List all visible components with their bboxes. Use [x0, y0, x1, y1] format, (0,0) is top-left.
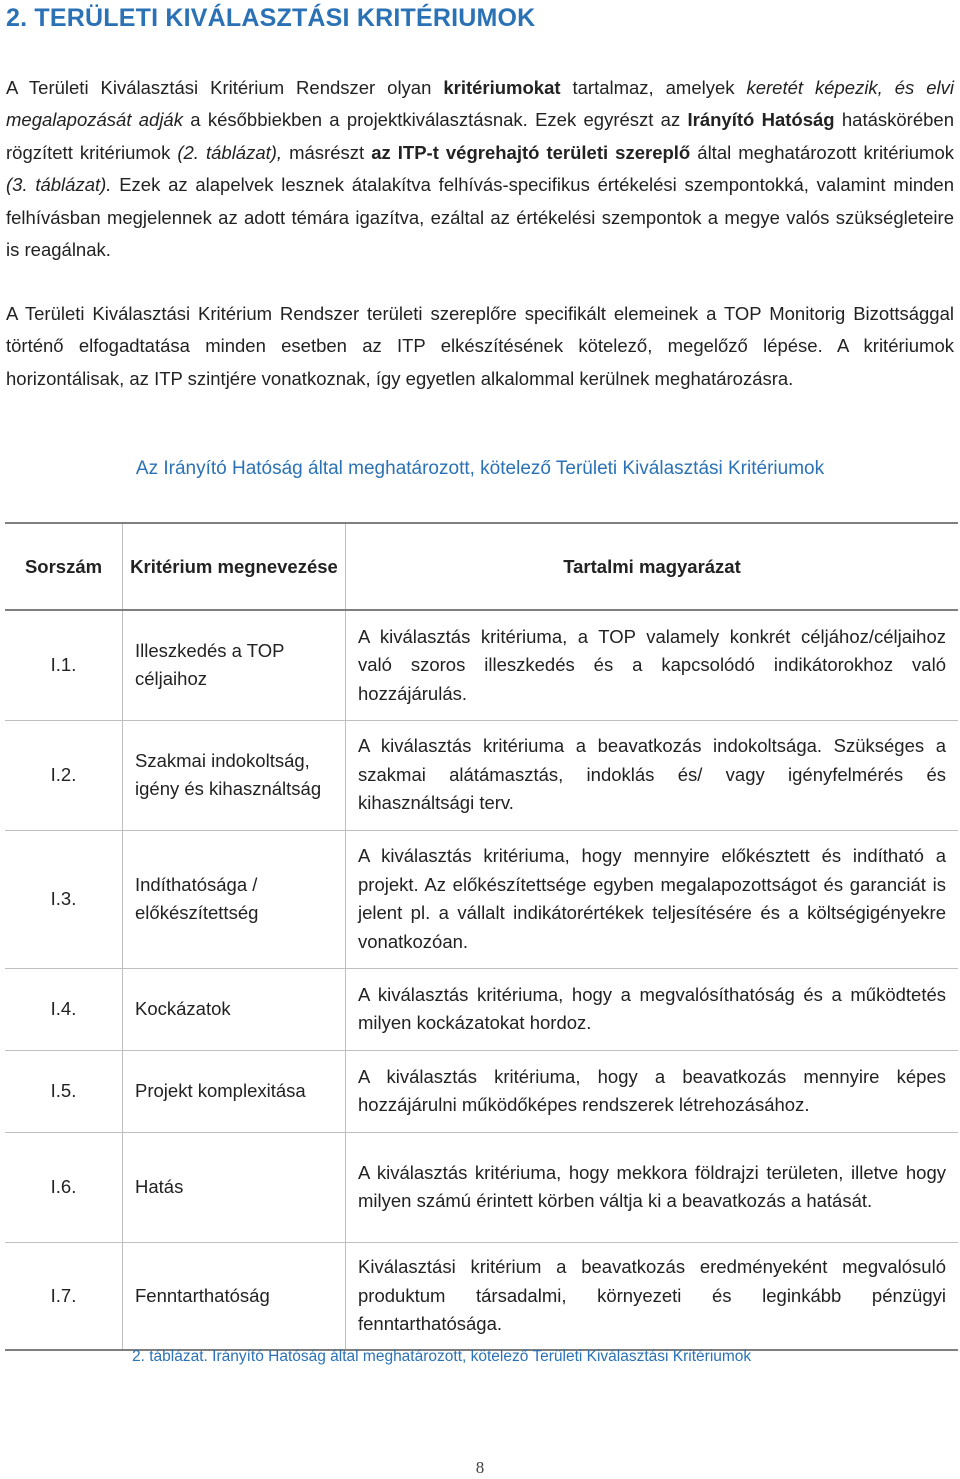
italic-run: (3. táblázat). — [6, 174, 112, 196]
row-explanation: Kiválasztási kritérium a beavatkozás eredményeként megvalósuló produktum társadalmi, környezeti és leginkább pénzügyi fenntarthatósága. — [346, 1242, 959, 1350]
row-criterion-name: Szakmai indokoltság, igény és kihasználtság — [123, 720, 346, 830]
row-number: I.1. — [50, 654, 77, 676]
second-paragraph: A Területi Kiválasztási Kritérium Rendszer területi szereplőre specifikált elemeinek a TOP Monitorig Bizottsággal történő elfogadtatása minden esetben az ITP elkészítésének kötelező, megelőző lépése. A kritériumok horizontálisak, az ITP szintjére vonatkoznak, így egyetlen alkalommal kerülnek meghatározásra. — [6, 303, 954, 389]
text-run: a későbbiekben a projektkiválasztásnak. Ezek egyrészt az — [182, 109, 688, 131]
table-row — [5, 610, 958, 720]
row-criterion-name: Projekt komplexitása — [123, 1050, 346, 1132]
row-criterion-name: Illeszkedés a TOP céljaihoz — [123, 610, 346, 720]
row-criterion-name: Kockázatok — [123, 968, 346, 1050]
table-row — [5, 830, 958, 968]
row-explanation: A kiválasztás kritériuma, hogy a beavatkozás mennyire képes hozzájárulni működőképes rendszerek létrehozásához. — [346, 1050, 959, 1132]
text-run: Ezek az alapelvek lesznek átalakítva felhívás-specifikus értékelési szempontokká, valamint minden felhívásban megjelennek az adott témára igazítva, ezáltal az értékelési szempontok a megye valós szükségleteire is reagálnak. — [6, 174, 954, 261]
table-header-row — [5, 523, 958, 610]
section-heading: 2. TERÜLETI KIVÁLASZTÁSI KRITÉRIUMOK — [6, 4, 536, 32]
text-run: által meghatározott kritériumok — [690, 141, 954, 163]
table-row — [5, 720, 958, 830]
row-number: I.4. — [50, 998, 77, 1019]
row-explanation: A kiválasztás kritériuma, hogy mennyire előkésztett és indítható a projekt. Az előkészítettsége egyben megalapozottságot és garanciát is jelent pl. a vállalt indikátorértékek teljesítésére és a költségigényekre vonatkozóan. — [346, 830, 959, 968]
row-explanation: A kiválasztás kritériuma, hogy a megvalósíthatóság és a működtetés milyen kockázatokat hordoz. — [346, 968, 959, 1050]
row-explanation: A kiválasztás kritériuma, hogy mekkora földrajzi területen, illetve hogy milyen számú érintett körben váltja ki a beavatkozás a hatását. — [346, 1132, 959, 1242]
row-number: I.6. — [50, 1176, 77, 1197]
header-explanation: Tartalmi magyarázat — [346, 523, 959, 610]
row-explanation: A kiválasztás kritériuma a beavatkozás indokoltsága. Szükséges a szakmai alátámasztás, indoklás és/ vagy igényfelmérés és kihasználtsági terv. — [346, 720, 959, 830]
row-number: I.7. — [50, 1284, 77, 1306]
table-title: Az Irányító Hatóság által meghatározott, kötelező Területi Kiválasztási Kritériumok — [135, 458, 825, 479]
bold-run: az ITP-t végrehajtó területi szereplő — [371, 141, 691, 163]
italic-run: (2. táblázat), — [177, 141, 283, 163]
italic-run: keretét képezik, és elvi megalapozását adják — [6, 77, 954, 131]
row-criterion-name: Fenntarthatóság — [123, 1242, 346, 1350]
table-caption: 2. táblázat. Irányító Hatóság által meghatározott, kötelező Területi Kiválasztási Kritériumok — [132, 1348, 752, 1365]
bold-run: Irányító Hatóság — [687, 109, 835, 131]
table-row — [5, 1242, 958, 1350]
table-row — [5, 1132, 958, 1242]
row-number: I.5. — [50, 1080, 77, 1101]
row-criterion-name: Hatás — [123, 1132, 346, 1242]
header-number: Sorszám — [5, 523, 123, 610]
table-row — [5, 1050, 958, 1132]
text-run: hatáskörében rögzített kritériumok — [6, 109, 954, 163]
page-number: 8 — [475, 1458, 485, 1477]
text-run: tartalmaz, amelyek — [560, 77, 747, 98]
text-run: A Területi Kiválasztási Kritérium Rendszer olyan — [6, 77, 444, 98]
table-row — [5, 968, 958, 1050]
intro-paragraph — [6, 72, 954, 266]
row-number: I.3. — [50, 888, 77, 909]
row-explanation: A kiválasztás kritériuma, a TOP valamely konkrét céljához/céljaihoz való szoros illeszkedés és a kapcsolódó indikátorokhoz való hozzájárulás. — [346, 610, 959, 720]
text-run: másrészt — [282, 141, 372, 163]
row-number: I.2. — [50, 764, 77, 785]
criteria-table — [5, 522, 958, 1351]
row-criterion-name: Indíthatósága / előkészítettség — [123, 830, 346, 968]
bold-run: kritériumokat — [443, 77, 561, 98]
header-criterion-name: Kritérium megnevezése — [123, 523, 346, 610]
